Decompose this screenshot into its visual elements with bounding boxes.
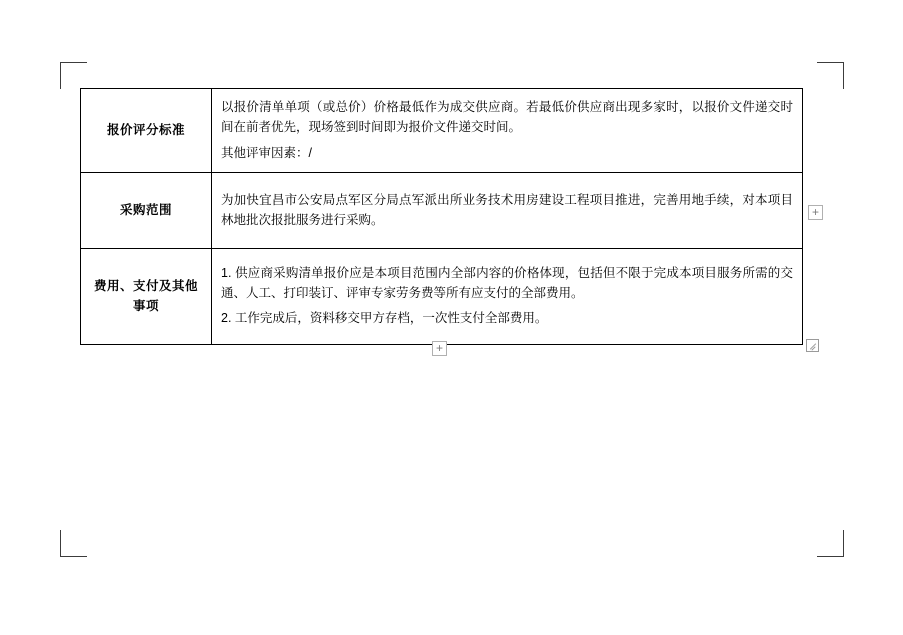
table-row [81, 172, 803, 248]
crop-mark-top-left [60, 62, 87, 89]
paragraph: 1. 供应商采购清单报价应是本项目范围内全部内容的价格体现，包括但不限于完成本项目服务所需的交通、人工、打印装订、评审专家劳务费等所有应支付的全部费用。 [221, 265, 793, 301]
paragraph: 其他评审因素：/ [221, 145, 312, 160]
crop-mark-bottom-right [817, 530, 844, 557]
paragraph: 为加快宜昌市公安局点军区分局点军派出所业务技术用房建设工程项目推进，完善用地手续，对本项目林地批次报批服务进行采购。 [221, 192, 793, 227]
paragraph: 以报价清单单项（或总价）价格最低作为成交供应商。若最低价供应商出现多家时，以报价文件递交时间在前者优先，现场签到时间即为报价文件递交时间。 [221, 100, 793, 135]
row-content-fees-payment [212, 248, 803, 344]
add-column-button[interactable]: + [808, 205, 823, 220]
crop-mark-top-right [817, 62, 844, 89]
table-row [81, 89, 803, 173]
row-label-scoring-criteria: 报价评分标准 [81, 89, 212, 173]
procurement-details-table [80, 88, 803, 345]
paragraph: 2. 工作完成后，资料移交甲方存档，一次性支付全部费用。 [221, 311, 548, 326]
row-content-procurement-scope [212, 172, 803, 248]
crop-mark-bottom-left [60, 530, 87, 557]
row-content-scoring-criteria [212, 89, 803, 173]
row-label-procurement-scope: 采购范围 [81, 172, 212, 248]
row-label-fees-payment: 费用、支付及其他事项 [81, 248, 212, 344]
add-row-button[interactable]: + [432, 341, 447, 356]
table-resize-handle[interactable] [806, 339, 819, 352]
table-row [81, 248, 803, 344]
